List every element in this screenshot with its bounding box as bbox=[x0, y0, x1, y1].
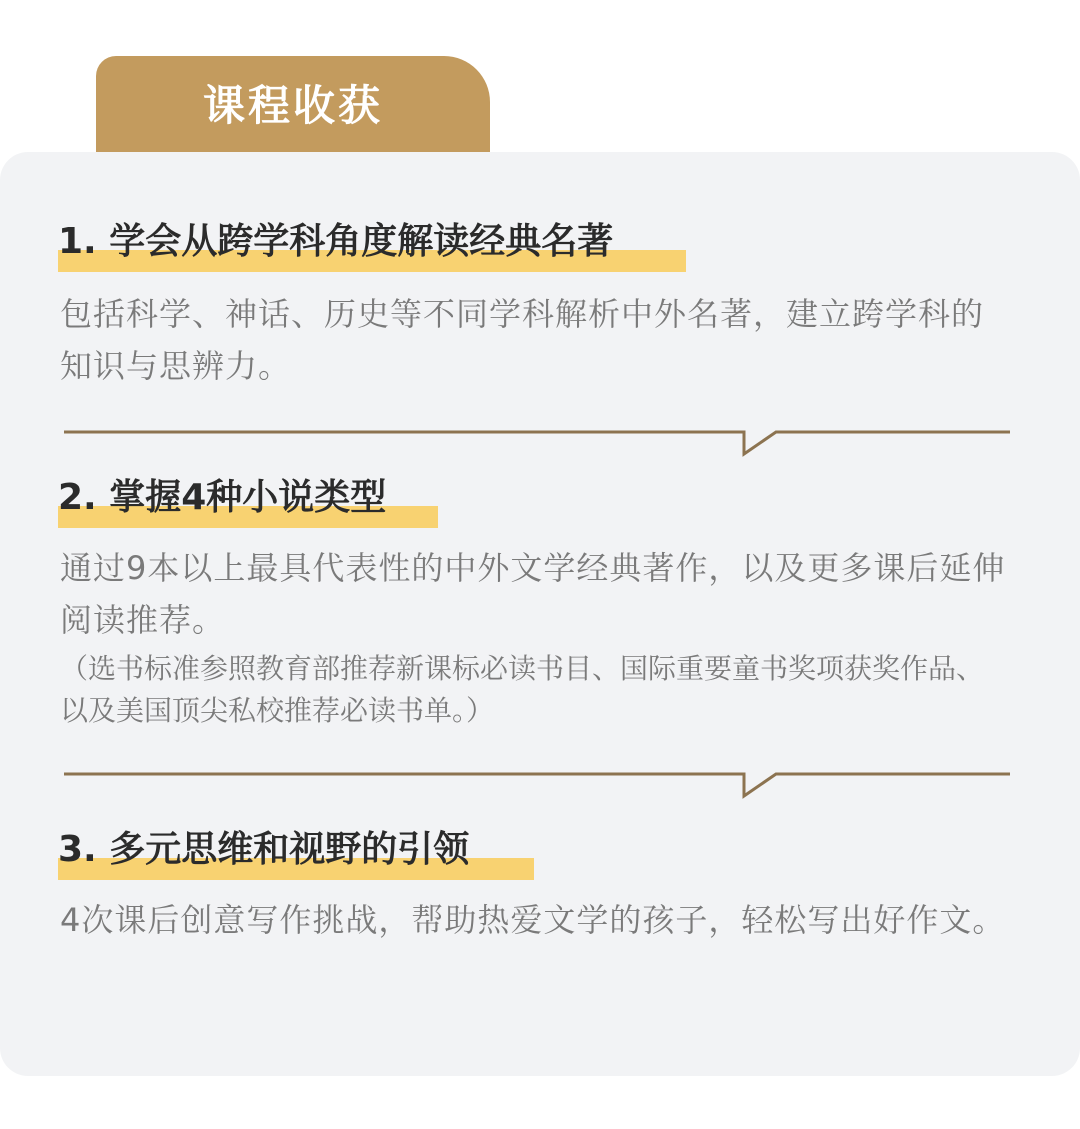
section-2-note: （选书标准参照教育部推荐新课标必读书目、国际重要童书奖项获奖作品、以及美国顶尖私校推荐必读书单。） bbox=[60, 652, 985, 727]
section-2-description: 通过9本以上最具代表性的中外文学经典著作，以及更多课后延伸阅读推荐。 bbox=[60, 549, 1006, 639]
section-divider-1 bbox=[64, 430, 1010, 460]
section-1-heading-wrap bbox=[58, 212, 613, 272]
section-3-heading-wrap bbox=[58, 820, 469, 880]
content-card bbox=[0, 152, 1080, 1076]
section-2-heading: 2. 掌握4种小说类型 bbox=[58, 477, 387, 518]
section-3-description: 4次课后创意写作挑战，帮助热爱文学的孩子，轻松写出好作文。 bbox=[60, 901, 1006, 939]
section-2-heading-wrap bbox=[58, 468, 386, 528]
section-1-heading: 1. 学会从跨学科角度解读经典名著 bbox=[58, 221, 614, 262]
header-tab bbox=[96, 56, 490, 154]
page-title: 课程收获 bbox=[202, 81, 383, 130]
section-divider-2 bbox=[64, 772, 1010, 802]
section-3-heading: 3. 多元思维和视野的引领 bbox=[58, 829, 470, 870]
section-1-description: 包括科学、神话、历史等不同学科解析中外名著，建立跨学科的知识与思辨力。 bbox=[60, 295, 985, 385]
